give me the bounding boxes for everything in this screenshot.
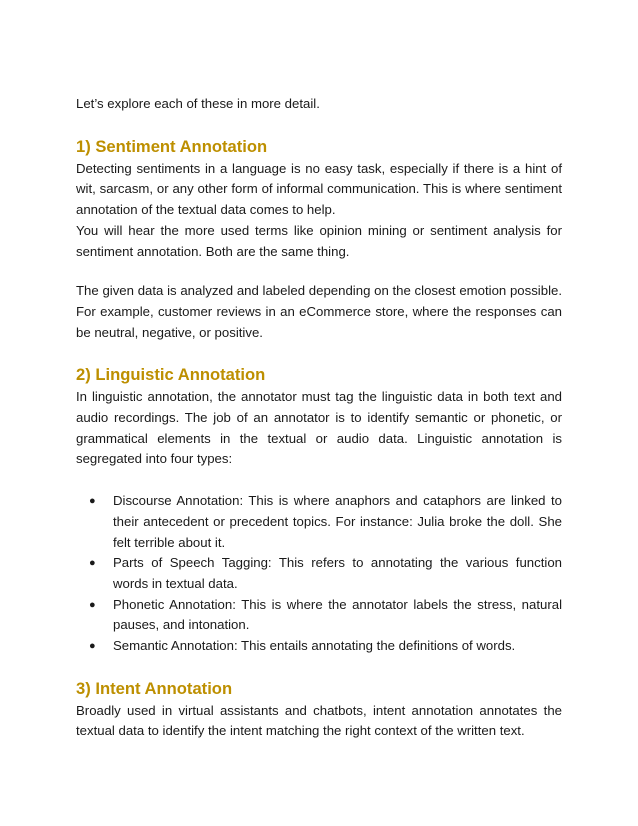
section-heading-intent: 3) Intent Annotation — [76, 678, 233, 698]
section-spacer — [76, 657, 562, 677]
list-item-text: Discourse Annotation: This is where anaphors and cataphors are linked to their antecedent or precedent topics. For instance: Julia broke the doll. She felt terrible about it. — [113, 493, 562, 550]
section-spacer — [76, 343, 562, 363]
list-item — [76, 595, 562, 636]
bullet-list-wrapper — [76, 491, 562, 657]
document-page — [76, 94, 562, 742]
intro-text: Let’s explore each of these in more detail. — [76, 96, 320, 111]
paragraph-spacer — [76, 262, 562, 281]
linguistic-types-list — [76, 491, 562, 657]
list-item — [76, 491, 562, 553]
section-heading-sentiment: 1) Sentiment Annotation — [76, 136, 268, 156]
section-paragraph: The given data is analyzed and labeled depending on the closest emotion possible. For example, customer reviews in an eCommerce store, where the responses can be neutral, negative, or positive. — [76, 283, 562, 340]
bullet-icon: ● — [89, 598, 96, 611]
section-paragraph: You will hear the more used terms like opinion mining or sentiment analysis for sentiment annotation. Both are the same thing. — [76, 222, 562, 259]
list-item — [76, 636, 562, 657]
section-paragraph: In linguistic annotation, the annotator must tag the linguistic data in both text and audio recordings. The job of an annotator is to identify semantic or phonetic, or grammatical elements in the textual or audio data. Linguistic annotation is segregated into four types: — [76, 389, 562, 467]
list-item — [76, 553, 562, 594]
bullet-icon: ● — [89, 557, 96, 570]
bullet-icon: ● — [89, 495, 96, 508]
section-paragraph: Detecting sentiments in a language is no easy task, especially if there is a hint of wit, sarcasm, or any other form of informal communication. This is where sentiment annotation of the textual data comes to help. — [76, 160, 562, 218]
list-item-text: Parts of Speech Tagging: This refers to annotating the various function words in textual data. — [113, 555, 562, 591]
list-item-text: Semantic Annotation: This entails annotating the definitions of words. — [113, 638, 516, 654]
section-heading-linguistic: 2) Linguistic Annotation — [76, 365, 266, 385]
bullet-icon: ● — [89, 640, 96, 653]
section-paragraph: Broadly used in virtual assistants and chatbots, intent annotation annotates the textual data to identify the intent matching the right context of the written text. — [76, 702, 562, 739]
list-item-text: Phonetic Annotation: This is where the annotator labels the stress, natural pauses, and intonation. — [113, 596, 562, 633]
